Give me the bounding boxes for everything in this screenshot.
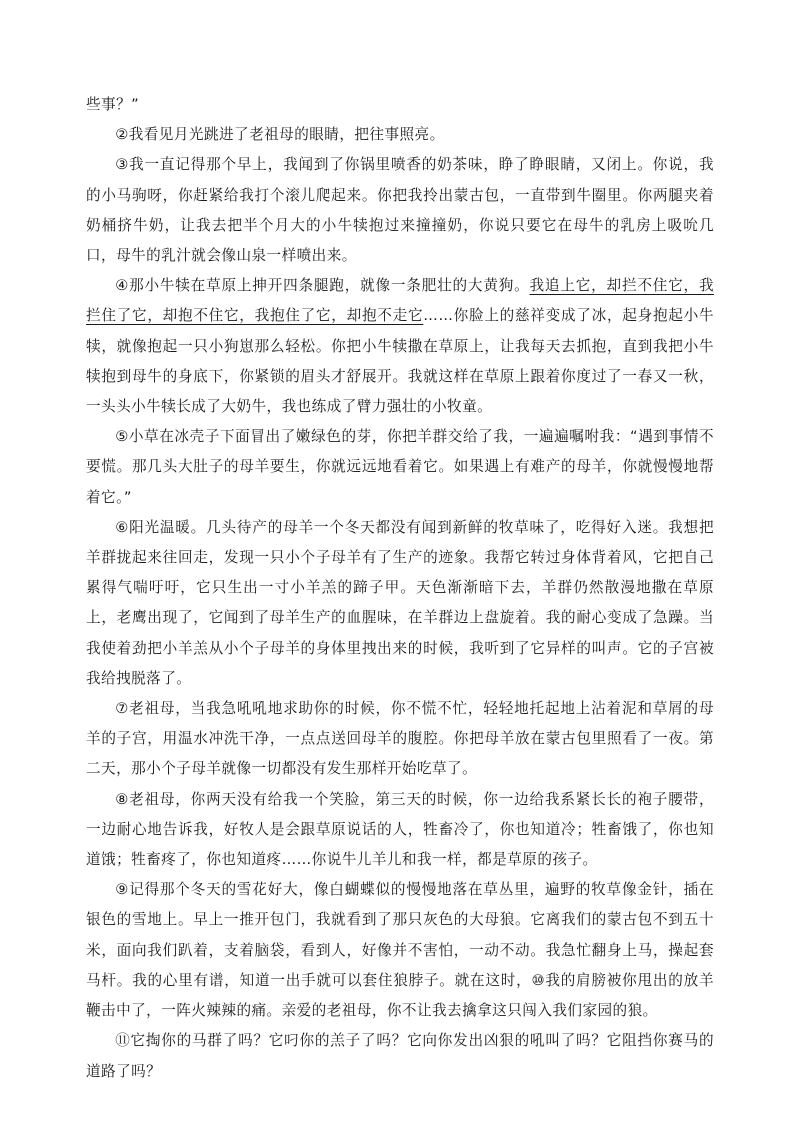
paragraph-6: ⑥阳光温暖。几头待产的母羊一个冬天都没有闻到新鲜的牧草味了，吃得好入迷。我想把羊群拢起来往回走，发现一只小个子母羊有了生产的迹象。我帮它转过身体背着风，它把自己累得气喘吁吁，它只生出一寸小羊羔的蹄子甲。天色渐渐暗下去，羊群仍然散漫地撒在草原上，老鹰出现了，它闻到了母羊生产的血腥味，在羊群边上盘旋着。我的耐心变成了急躁。当我使着劲把小羊羔从小个子母羊的身体里拽出来的时候，我听到了它异样的叫声。它的子宫被我给拽脱落了。 (86, 518, 714, 687)
paragraph-5: ⑤小草在冰壳子下面冒出了嫩绿色的芽，你把羊群交给了我，一遍遍嘱咐我：“遇到事情不要慌。那几头大肚子的母羊要生，你就远远地看着它。如果遇上有难产的母羊，你就慢慢地帮着它。” (86, 428, 714, 506)
paragraph-4-lead: ④那小牛犊在草原上抻开四条腿跑，就像一条肥壮的大黄狗。 (115, 277, 530, 295)
paragraph-2: ②我看见月光跳进了老祖母的眼睛，把往事照亮。 (115, 126, 445, 144)
paragraph-11: ⑪它掏你的马群了吗？它叼你的羔子了吗？它向你发出凶狠的吼叫了吗？它阻挡你赛马的道路了吗？ (86, 1032, 714, 1080)
paragraph-4 (86, 271, 714, 422)
paragraph-3: ③我一直记得那个早上，我闻到了你锅里喷香的奶茶味，睁了睁眼睛，又闭上。你说，我的小马驹呀，你赶紧给我打个滚儿爬起来。你把我拎出蒙古包，一直带到牛圈里。你两腿夹着奶桶挤牛奶，让我去把半个月大的小牛犊抱过来撞撞奶，你说只要它在母牛的乳房上吸吮几口，母牛的乳汁就会像山泉一样喷出来。 (86, 156, 714, 265)
underlined-sentence: 我追上它，却拦不住它，我拦住了它，却抱不住它，我抱住了它，却抱不走它 (86, 277, 714, 325)
paragraph-4-rest: ……你脸上的慈祥变成了冰，起身抱起小牛犊，就像抱起一只小狗崽那么轻松。你把小牛犊撒在草原上，让我每天去抓抱，直到我把小牛犊抱到母牛的身底下，你紧锁的眉头才舒展开。我就这样在草原上跟着你度过了一春又一秋，一头头小牛犊长成了大奶牛，我也练成了臂力强壮的小牧童。 (86, 307, 714, 416)
paragraph-8: ⑧老祖母，你两天没有给我一个笑脸，第三天的时候，你一边给我系紧长长的袍子腰带，一边耐心地告诉我，好牧人是会跟草原说话的人，牲畜冷了，你也知道冷；牲畜饿了，你也知道饿；牲畜疼了，你也知道疼……你说牛儿羊儿和我一样，都是草原的孩子。 (86, 790, 714, 869)
paragraph-0: 些事？” (86, 96, 140, 113)
paragraph-9: ⑨记得那个冬天的雪花好大，像白蝴蝶似的慢慢地落在草丛里，遍野的牧草像金针，插在银色的雪地上。早上一推开包门，我就看到了那只灰色的大母狼。它离我们的蒙古包不到五十米，面向我们趴着，支着脑袋，看到人，好像并不害怕，一动不动。我急忙翻身上马，操起套马杆。我的心里有谱，知道一出手就可以套住狼脖子。就在这时，⑩我的肩膀被你甩出的放羊鞭击中了，一阵火辣辣的痛。亲爱的老祖母，你不让我去擒拿这只闯入我们家园的狼。 (86, 881, 714, 1020)
paragraph-7: ⑦老祖母，当我急吼吼地求助你的时候，你不慌不忙，轻轻地托起地上沾着泥和草屑的母羊的子宫，用温水冲洗干净，一点点送回母羊的腹腔。你把母羊放在蒙古包里照看了一夜。第二天，那小个子母羊就像一切都没有发生那样开始吃草了。 (86, 700, 714, 778)
